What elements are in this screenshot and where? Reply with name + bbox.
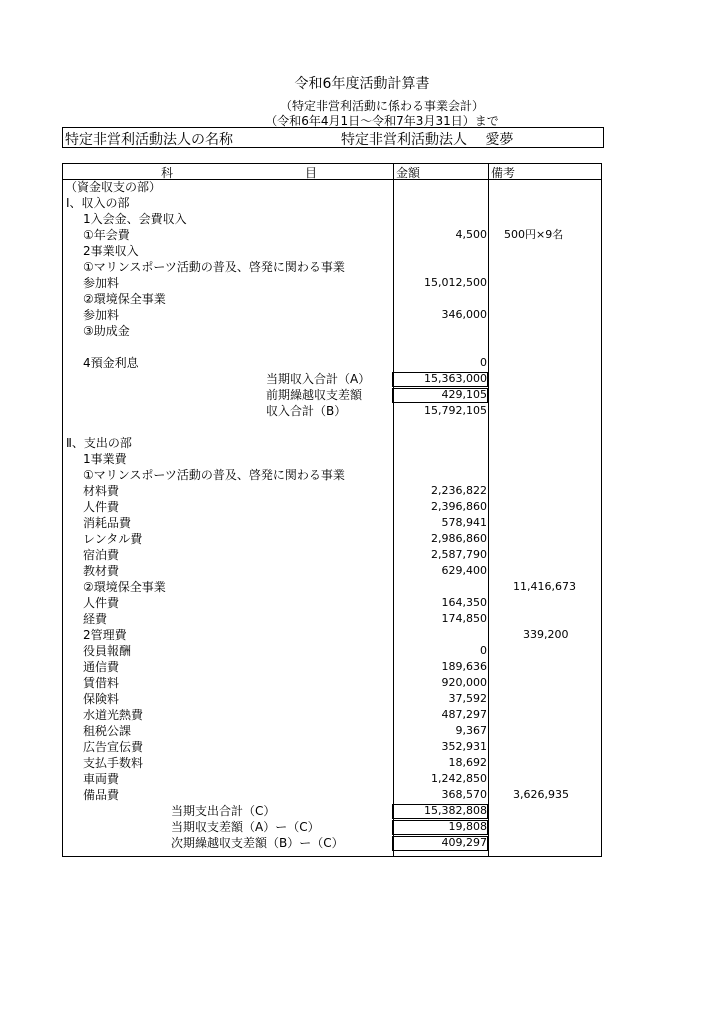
- row-label: レンタル費: [83, 532, 143, 546]
- organization-name-value: 特定非営利活動法人 愛夢: [341, 132, 514, 148]
- row-label: ①マリンスポーツ活動の普及、啓発に関わる事業: [83, 260, 345, 274]
- row-label: 人件費: [83, 500, 120, 514]
- row-amount: 4,500: [455, 228, 487, 241]
- row-amount: 15,792,105: [424, 404, 487, 417]
- organization-name-label: 特定非営利活動法人の名称: [65, 132, 233, 148]
- row-label: 収入合計（B）: [266, 404, 347, 418]
- row-amount: 2,986,860: [431, 532, 487, 545]
- header-item-a: 科: [161, 166, 174, 180]
- row-amount: 0: [480, 356, 487, 369]
- document-period: （令和6年4月1日～令和7年3月31日）まで: [265, 114, 499, 128]
- row-amount: 164,350: [441, 596, 487, 609]
- row-amount: 429,105: [441, 388, 487, 401]
- row-amount: 15,012,500: [424, 276, 487, 289]
- row-label: 2事業収入: [83, 244, 139, 258]
- row-label: 1事業費: [83, 452, 127, 466]
- row-amount: 15,363,000: [424, 372, 487, 385]
- row-amount: 15,382,808: [424, 804, 487, 817]
- row-label: 広告宣伝費: [83, 740, 144, 754]
- row-note: 500円×9名: [504, 228, 564, 241]
- row-label: 備品費: [83, 788, 120, 802]
- row-label: 4預金利息: [83, 356, 139, 370]
- activity-statement-table: [62, 163, 602, 857]
- row-amount: 19,808: [448, 820, 487, 833]
- row-label: 経費: [83, 612, 108, 626]
- row-amount: 346,000: [441, 308, 487, 321]
- column-divider-note: [488, 164, 489, 856]
- header-item-b: 目: [305, 166, 318, 180]
- header-note: 備考: [491, 166, 516, 180]
- row-label: 通信費: [83, 660, 120, 674]
- row-label: 宿泊費: [83, 548, 120, 562]
- header-amount: 金額: [396, 166, 421, 180]
- row-note: 339,200: [523, 628, 569, 641]
- row-note: 11,416,673: [513, 580, 576, 593]
- row-label: 水道光熱費: [83, 708, 144, 722]
- row-amount: 578,941: [441, 516, 487, 529]
- row-note: 3,626,935: [513, 788, 569, 801]
- row-label: 車両費: [83, 772, 120, 786]
- row-amount: 174,850: [441, 612, 487, 625]
- row-label: 当期収入合計（A）: [266, 372, 371, 386]
- row-label: 租税公課: [83, 724, 132, 738]
- row-label: 支払手数料: [83, 756, 144, 770]
- row-amount: 2,396,860: [431, 500, 487, 513]
- organization-name-box: [62, 127, 604, 148]
- row-label: 次期繰越収支差額（B）ー（C）: [171, 836, 344, 850]
- row-amount: 9,367: [455, 724, 487, 737]
- row-label: ③助成金: [83, 324, 130, 338]
- row-amount: 487,297: [441, 708, 487, 721]
- row-amount: 189,636: [441, 660, 487, 673]
- row-amount: 352,931: [441, 740, 487, 753]
- row-amount: 368,570: [441, 788, 487, 801]
- row-label: 前期繰越収支差額: [266, 388, 363, 402]
- row-amount: 920,000: [441, 676, 487, 689]
- row-label: （資金収支の部）: [65, 180, 162, 194]
- document-subtitle: （特定非営利活動に係わる事業会計）: [279, 99, 484, 113]
- row-label: 2管理費: [83, 628, 127, 642]
- row-amount: 18,692: [448, 756, 487, 769]
- row-amount: 0: [480, 644, 487, 657]
- row-label: ②環境保全事業: [83, 580, 166, 594]
- row-label: 当期支出合計（C）: [171, 804, 276, 818]
- row-amount: 629,400: [441, 564, 487, 577]
- row-label: 当期収支差額（A）ー（C）: [171, 820, 320, 834]
- row-label: 人件費: [83, 596, 120, 610]
- row-label: ①年会費: [83, 228, 130, 242]
- row-label: 保険料: [83, 692, 120, 706]
- row-label: 1入会金、会費収入: [83, 212, 187, 226]
- row-amount: 1,242,850: [431, 772, 487, 785]
- document-title: 令和6年度活動計算書: [294, 76, 430, 92]
- row-label: 参加料: [83, 308, 120, 322]
- row-amount: 409,297: [441, 836, 487, 849]
- row-label: 教材費: [83, 564, 120, 578]
- row-amount: 2,236,822: [431, 484, 487, 497]
- row-label: ②環境保全事業: [83, 292, 166, 306]
- table-header: [63, 164, 601, 180]
- row-label: 役員報酬: [83, 644, 132, 658]
- row-label: Ⅰ、収入の部: [66, 196, 130, 210]
- row-label: 消耗品費: [83, 516, 132, 530]
- row-label: ①マリンスポーツ活動の普及、啓発に関わる事業: [83, 468, 345, 482]
- row-label: 材料費: [83, 484, 120, 498]
- row-amount: 2,587,790: [431, 548, 487, 561]
- row-label: 賃借料: [83, 676, 120, 690]
- row-label: Ⅱ、支出の部: [66, 436, 132, 450]
- row-amount: 37,592: [448, 692, 487, 705]
- row-label: 参加料: [83, 276, 120, 290]
